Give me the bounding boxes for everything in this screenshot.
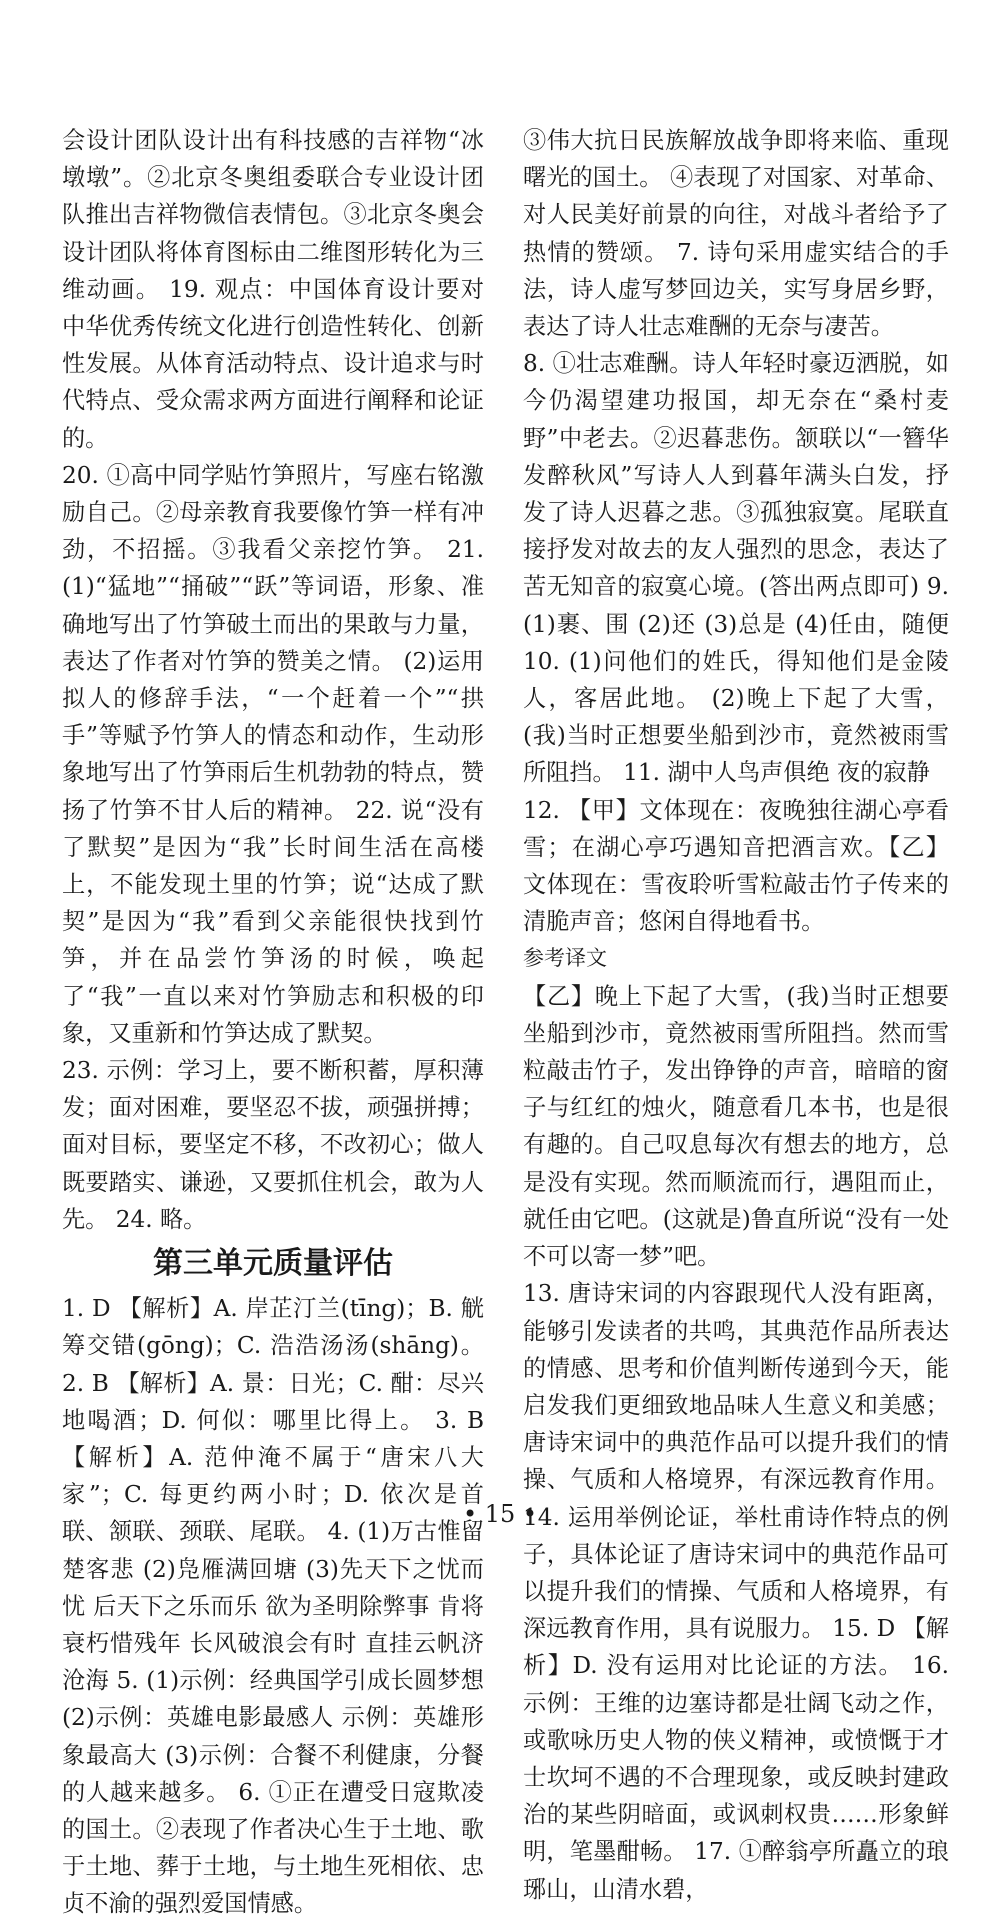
subheading: 参考译文 [523, 946, 607, 971]
section-title: 第三单元质量评估 [153, 1246, 393, 1282]
answer-paragraph: 23. 示例：学习上，要不断积蓄，厚积薄发；面对困难，要坚忍不拔，顽强拼搏；面对目标，要坚定不移，不改初心；做人既要踏实、谦逊，又要抓住机会，敢为人先。 24. 略。 [62, 1057, 484, 1233]
answer-paragraph: 1. D 【解析】A. 岸芷汀兰(tīng)；B. 觥筹交错(gōng)；C. 浩浩汤汤(shāng)。 2. B 【解析】A. 景：日光；C. 酣：尽兴地喝酒；D. 何似：哪里比得上。 3. B 【解析】A. 范仲淹不属于“唐宋八大家”；C. 每更约两小时；D. 依次是首联、颔联、颈联、尾联。 4. (1)万古惟留楚客悲 (2)凫雁满回塘 (3)先天下之忧而忧 后天下之乐而乐 欲为圣明除弊事 肯将衰朽惜残年 长风破浪会有时 直挂云帆济沧海 5. (1)示例：经典国学引成长圆梦想 (2)示例：英雄电影最感人 示例：英雄形象最高大 (3)示例：合餐不利健康，分餐的人越来越多。 6. ①正在遭受日寇欺凌的国土。②表现了作者决心生于土地、歌于土地、葬于土地，与土地生死相依、忠贞不渝的强烈爱国情感。 [62, 1295, 484, 1918]
answer-paragraph: 8. ①壮志难酬。诗人年轻时豪迈洒脱，如今仍渴望建功报国，却无奈在“桑村麦野”中老去。②迟暮悲伤。颔联以“一簪华发醉秋风”写诗人人到暮年满头白发，抒发了诗人迟暮之悲。③孤独寂寞。尾联直接抒发对故去的友人强烈的思念，表达了苦无知音的寂寞心境。(答出两点即可) 9. (1)裹、围 (2)还 (3)总是 (4)任由，随便 10. (1)问他们的姓氏，得知他们是金陵人，客居此地。 (2)晚上下起了大雪，(我)当时正想要坐船到沙市，竟然被雨雪所阻挡。 11. 湖中人鸟声俱绝 夜的寂静 [523, 350, 949, 787]
answer-paragraph: 12. 【甲】文体现在：夜晚独往湖心亭看雪；在湖心亭巧遇知音把酒言欢。【乙】文体现在：雪夜聆听雪粒敲击竹子传来的清脆声音；悠闲自得地看书。 [523, 796, 949, 936]
answer-paragraph: 【乙】晚上下起了大雪，(我)当时正想要坐船到沙市，竟然被雨雪所阻挡。然而雪粒敲击竹子，发出铮铮的声音，暗暗的窗子与红红的烛火，随意看几本书，也是很有趣的。自己叹息每次有想去的地方，总是没有实现。然而顺流而行，遇阻而止，就任由它吧。(这就是)鲁直所说“没有一处不可以寄一梦”吧。 [523, 982, 949, 1271]
page-number: • 15 • [462, 1500, 538, 1528]
right-column [523, 122, 949, 1908]
answer-paragraph: 13. 唐诗宋词的内容跟现代人没有距离，能够引发读者的共鸣，其典范作品所表达的情感、思考和价值判断传递到今天，能启发我们更细致地品味人生意义和美感；唐诗宋词中的典范作品可以提升我们的情操、气质和人格境界，有深远教育作用。 14. 运用举例论证，举杜甫诗作特点的例子，具体论证了唐诗宋词中的典范作品可以提升我们的情操、气质和人格境界，有深远教育作用，具有说服力。 15. D 【解析】D. 没有运用对比论证的方法。 16. 示例：王维的边塞诗都是壮阔飞动之作，或歌咏历史人物的侠义精神，或愤慨于才士坎坷不遇的不合理现象，或反映封建政治的某些阴暗面，或讽刺权贵……形象鲜明，笔墨酣畅。 17. ①醉翁亭所矗立的琅琊山，山清水碧， [523, 1280, 949, 1903]
left-column [62, 122, 484, 1923]
answer-paragraph: 会设计团队设计出有科技感的吉祥物“冰墩墩”。②北京冬奥组委联合专业设计团队推出吉祥物微信表情包。③北京冬奥会设计团队将体育图标由二维图形转化为三维动画。 19. 观点：中国体育设计要对中华优秀传统文化进行创造性转化、创新性发展。从体育活动特点、设计追求与时代特点、受众需求两方面进行阐释和论证的。 [62, 127, 484, 452]
answer-paragraph: 20. ①高中同学贴竹笋照片，写座右铭激励自己。②母亲教育我要像竹笋一样有冲劲，不招摇。③我看父亲挖竹笋。 21. (1)“猛地”“捅破”“跃”等词语，形象、准确地写出了竹笋破土而出的果敢与力量，表达了作者对竹笋的赞美之情。 (2)运用拟人的修辞手法，“一个赶着一个”“拱手”等赋予竹笋人的情态和动作，生动形象地写出了竹笋雨后生机勃勃的特点，赞扬了竹笋不甘人后的精神。 22. 说“没有了默契”是因为“我”长时间生活在高楼上，不能发现土里的竹笋；说“达成了默契”是因为“我”看到父亲能很快找到竹笋，并在品尝竹笋汤的时候，唤起了“我”一直以来对竹笋励志和积极的印象，又重新和竹笋达成了默契。 [62, 461, 484, 1047]
answer-paragraph: ③伟大抗日民族解放战争即将来临、重现曙光的国土。 ④表现了对国家、对革命、对人民美好前景的向往，对战斗者给予了热情的赞颂。 7. 诗句采用虚实结合的手法，诗人虚写梦回边关，实写身居乡野，表达了诗人壮志难酬的无奈与凄苦。 [523, 127, 949, 341]
